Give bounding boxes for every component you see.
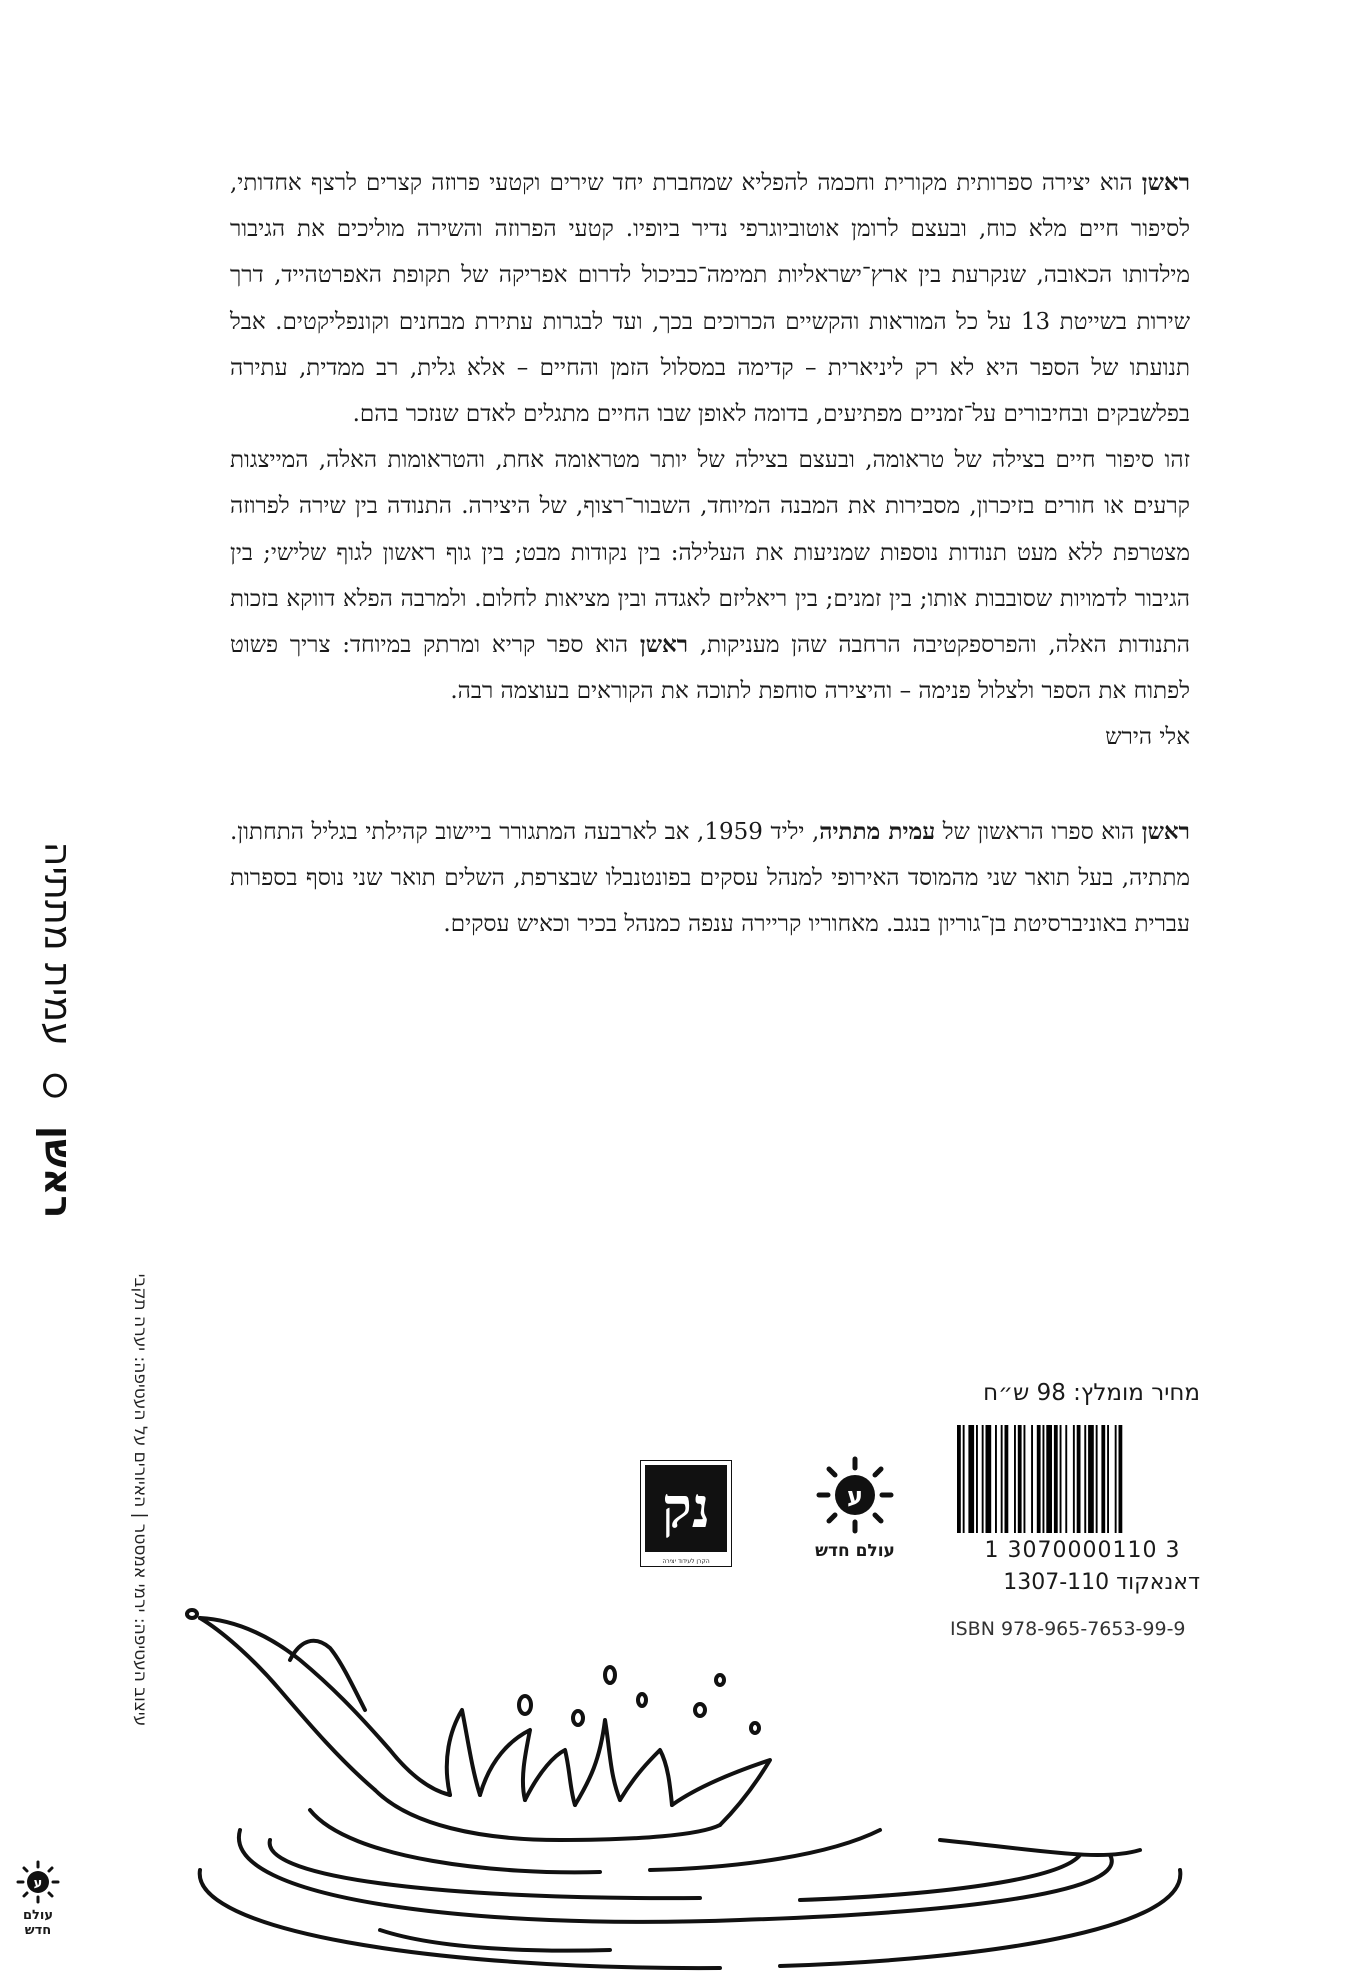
- bio-text: הוא ספרו הראשון של: [935, 818, 1142, 845]
- circle-separator-icon: [44, 1074, 68, 1098]
- barcode-bar: [1043, 1425, 1045, 1533]
- barcode-bar: [1001, 1425, 1003, 1533]
- blurb-text: זהו סיפור חיים בצילה של טראומה, ובעצם בצילה של יותר מטראומה אחת, והטראומות האלה, המייצגות קרעים או חורים בזיכרון, מסבירות את המבנה המיוחד, השבור־רצוף, של היצירה. התנודה בין שירה לפרוזה מצטרפת ללא מעט תנודות נוספות שמניעות את העלילה: בין נקודות מבט; בין גוף ראשון לגוף שלישי; בין הגיבור לדמויות שסובבות אותו; בין זמנים; בין ריאליזם לאגדה ובין מציאות לחלום. ולמרבה הפלא דווקא בזכות התנודות האלה, והפרספקטיבה הרחבה שהן מעניקות,: [230, 447, 1191, 659]
- publisher-label: עולם חדש: [815, 1541, 895, 1561]
- spine-title: [36, 842, 80, 1219]
- barcode-bar: [963, 1425, 965, 1533]
- barcode-bar: [1101, 1425, 1105, 1533]
- isbn: ISBN 978-965-7653-99-9: [950, 1618, 1186, 1640]
- svg-text:ע: ע: [847, 1482, 863, 1510]
- barcode-bar: [1096, 1425, 1098, 1533]
- barcode-bar: [1046, 1425, 1052, 1533]
- barcode-bar: [1088, 1425, 1094, 1533]
- author-name-bold: עמית מתתיה: [819, 817, 936, 845]
- danacode: דאנאקוד 1307-110: [1003, 1570, 1200, 1595]
- author-bio: [230, 809, 1190, 948]
- barcode-bar: [1031, 1425, 1033, 1533]
- blurb-paragraph-2: [230, 437, 1190, 714]
- barcode-bar: [968, 1425, 974, 1533]
- barcode-bar: [1115, 1425, 1117, 1533]
- blurb-text: הוא ספר קריא ומרתק במיוחד: צריך פשוט לפתוח את הספר ולצלול פנימה – והיצירה סוחפת לתוכה את הקוראים בעוצמה רבה.: [230, 632, 1190, 705]
- barcode-bar: [1054, 1425, 1058, 1533]
- barcode-bar: [1014, 1425, 1016, 1533]
- barcode-bar: [1107, 1425, 1109, 1533]
- bio-text: , יליד 1959, אב לארבעה המתגורר ביישוב קהילתי בגליל התחתון. מתתיה, בעל תואר שני מהמוסד האירופי למנהל עסקים בפונטנבלו שבצרפת, השלים תואר שני נוסף בספרות עברית באוניברסיטת בן־גוריון בנגב. מאחוריו קריירה ענפה כמנהל בכיר וכאיש עסקים.: [230, 818, 1190, 938]
- sun-logo-icon: [16, 1860, 60, 1904]
- blurb-paragraph-1: [230, 160, 1190, 437]
- spine: [0, 0, 110, 1984]
- barcode-bar: [1084, 1425, 1086, 1533]
- barcode-bar: [1077, 1425, 1081, 1533]
- barcode-bar: [976, 1425, 978, 1533]
- barcode-bar: [1018, 1425, 1022, 1533]
- blurb-text: הוא יצירה ספרותית מקורית וחכמה להפליא שמחברת יחד שירים וקטעי פרוזה קצרים לרצף אחדותי, לסיפור חיים מלא כוח, ובעצם לרומן אוטוביוגרפי נדיר ביופיו. קטעי הפרוזה והשירה מוליכים את הגיבור מילדותו הכאובה, שנקרעת בין ארץ־ישראליות תמימה־כביכול לדרום אפריקה של תקופת האפרטהייד, דרך שירות בשייטת 13 על כל המוראות והקשיים הכרוכים בכך, ועד לבגרות עתירת מבחנים וקונפליקטים. אבל תנועתו של הספר היא לא רק ליניארית – קדימה במסלול הזמן והחיים – אלא גלית, רב ממדית, עתירה בפלשבקים ובחיבורים על־זמניים מפתיעים, בדומה לאופן שבו החיים מתגלים לאדם שנזכר בהם.: [230, 170, 1190, 428]
- fund-logo-caption: הקרן לעידוד יצירה: [662, 1558, 710, 1565]
- barcode-bar: [957, 1425, 961, 1533]
- spine-publisher-label: עולם חדש: [22, 1908, 54, 1938]
- svg-text:ע: ע: [33, 1876, 43, 1891]
- cover-credits: עיצוב העטיפה: ירמי אמסטר | האיורים על העטיפה: יערה תקבי: [130, 1273, 150, 1727]
- fund-logo: [640, 1460, 732, 1567]
- publisher-logo: [795, 1455, 915, 1561]
- back-cover-text: [230, 160, 1190, 947]
- barcode-bar: [995, 1425, 997, 1533]
- blurb-signature: אלי הירש: [1105, 724, 1190, 751]
- barcode-bar: [1060, 1425, 1062, 1533]
- spine-book-title: ראשן: [36, 1125, 80, 1219]
- barcode-number: 1 3070000110 3: [984, 1538, 1181, 1563]
- barcode-bar: [982, 1425, 984, 1533]
- barcode-bar: [1024, 1425, 1026, 1533]
- barcode-bar: [1073, 1425, 1075, 1533]
- barcode-bar: [986, 1425, 992, 1533]
- fund-logo-glyph: נק: [661, 1475, 711, 1541]
- barcode-bar: [1119, 1425, 1123, 1533]
- barcode-bar: [1005, 1425, 1009, 1533]
- barcode-icon: [955, 1425, 1200, 1533]
- spine-author: עמית מתתיה: [36, 841, 80, 1046]
- sun-logo-icon: [815, 1455, 895, 1535]
- barcode-bar: [1037, 1425, 1041, 1533]
- book-title-bold: ראשן: [639, 631, 689, 659]
- spine-publisher-logo: [8, 1860, 68, 1938]
- fund-logo-block: [645, 1465, 727, 1552]
- water-splash-illustration: [180, 1600, 1220, 1980]
- book-title-bold: ראשן: [1141, 817, 1190, 845]
- barcode-bar: [1065, 1425, 1067, 1533]
- recommended-price: מחיר מומלץ: 98 ש״ח: [983, 1380, 1200, 1406]
- book-title-bold: ראשן: [1141, 169, 1190, 196]
